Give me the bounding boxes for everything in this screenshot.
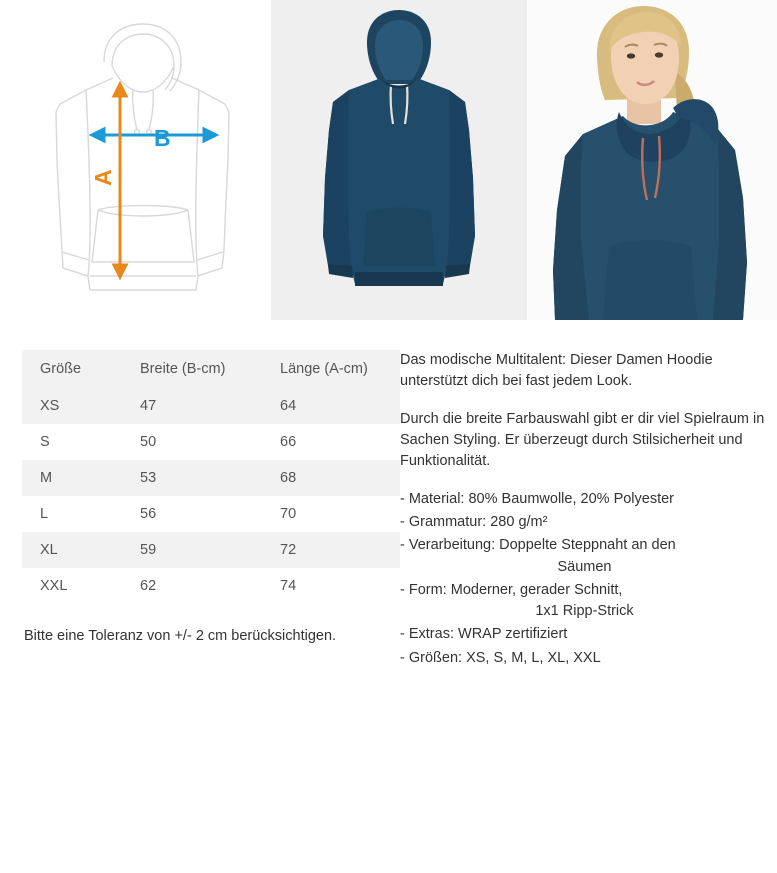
table-row — [22, 460, 400, 496]
spec-grammatur: - Grammatur: 280 g/m² — [400, 513, 548, 530]
cell-length: 70 — [262, 496, 400, 532]
product-description — [400, 320, 777, 671]
width-label: B — [154, 125, 171, 151]
table-header-row — [22, 350, 400, 388]
length-label: A — [90, 169, 116, 186]
cell-width: 59 — [122, 532, 262, 568]
cell-size: XS — [22, 388, 122, 424]
tolerance-note: Bitte eine Toleranz von +/- 2 cm berücksichtigen. — [24, 628, 337, 644]
description-paragraph-1: Das modische Multitalent: Dieser Damen Hoodie unterstützt dich bei fast jedem Look. — [400, 352, 713, 390]
cell-width: 50 — [122, 424, 262, 460]
hoodie-schematic-drawing — [0, 0, 271, 320]
cell-length: 68 — [262, 460, 400, 496]
size-table — [22, 350, 400, 604]
lower-content — [0, 320, 777, 671]
schematic-panel — [0, 0, 271, 320]
spec-verarbeitung: - Verarbeitung: Doppelte Steppnaht an den Säumen — [400, 537, 676, 575]
cell-length: 66 — [262, 424, 400, 460]
header-width: Breite (B-cm) — [122, 350, 262, 388]
size-table-section — [0, 320, 400, 671]
spec-groessen: - Größen: XS, S, M, L, XL, XXL — [400, 649, 601, 666]
description-paragraph-2: Durch die breite Farbauswahl gibt er dir viel Spielraum in Sachen Styling. Er überzeugt durch Stilsicherheit und Funktionalität. — [400, 410, 765, 470]
cell-size: M — [22, 460, 122, 496]
cell-length: 64 — [262, 388, 400, 424]
table-row — [22, 532, 400, 568]
cell-width: 53 — [122, 460, 262, 496]
specs-list — [400, 489, 769, 670]
table-row — [22, 496, 400, 532]
image-row — [0, 0, 777, 320]
spec-material: - Material: 80% Baumwolle, 20% Polyester — [400, 490, 675, 507]
header-size: Größe — [22, 350, 122, 388]
cell-size: L — [22, 496, 122, 532]
cell-width: 47 — [122, 388, 262, 424]
table-row — [22, 388, 400, 424]
product-photo-panel — [271, 0, 527, 320]
cell-size: S — [22, 424, 122, 460]
cell-size: XXL — [22, 568, 122, 604]
navy-hoodie-product-image — [271, 0, 527, 320]
cell-width: 62 — [122, 568, 262, 604]
cell-length: 72 — [262, 532, 400, 568]
header-length: Länge (A-cm) — [262, 350, 400, 388]
cell-size: XL — [22, 532, 122, 568]
table-row — [22, 424, 400, 460]
cell-length: 74 — [262, 568, 400, 604]
model-wearing-hoodie-image — [527, 0, 777, 320]
model-photo-panel — [527, 0, 777, 320]
table-row — [22, 568, 400, 604]
cell-width: 56 — [122, 496, 262, 532]
spec-form: - Form: Moderner, gerader Schnitt, 1x1 Ripp-Strick — [400, 581, 634, 620]
spec-extras: - Extras: WRAP zertifiziert — [400, 626, 568, 643]
